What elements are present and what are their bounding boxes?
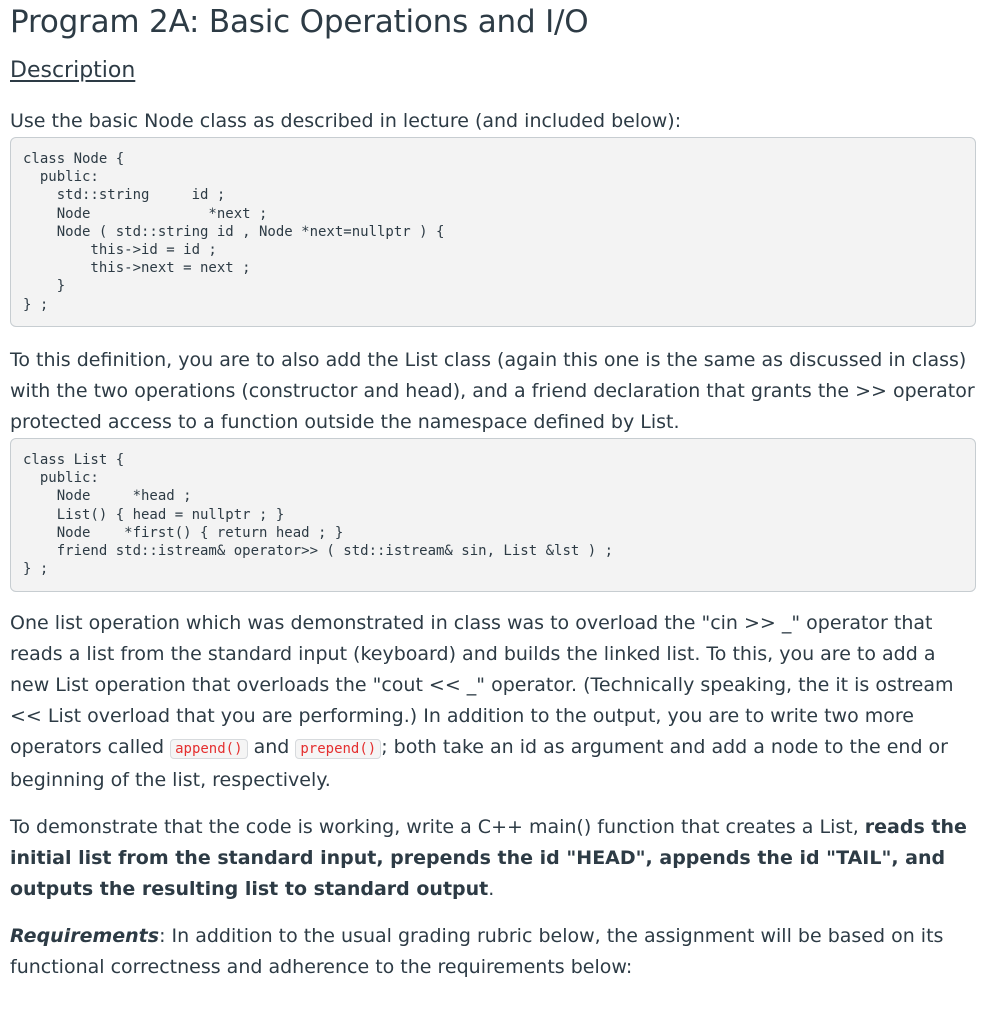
operation-text-and: and: [247, 736, 296, 758]
operation-text-before: One list operation which was demonstrated in class was to overload the "cin >> _" operator that reads a list from the standard input (keyboard) and builds the linked list. To this, you are to add a new List operation that overloads the "cout << _" operator. (Technically speaking, the it is ostream << List overload that you are performing.) In addition to the output, you are to write two more operators called: [10, 612, 954, 758]
requirements-text: : In addition to the usual grading rubric below, the assignment will be based on its functional correctness and adherence to the requirements below:: [10, 925, 944, 978]
intro-paragraph: Use the basic Node class as described in lecture (and included below):: [10, 110, 682, 132]
node-class-code-block: class Node { public: std::string id ; Node *next ; Node ( std::string id , Node *next=nullptr ) { this->id = id ; this->next = next ; } } ;: [10, 137, 976, 327]
demo-text-after: .: [488, 878, 495, 900]
demo-text-before: To demonstrate that the code is working, write a C++ main() function that creates a List,: [10, 816, 865, 838]
requirements-label: Requirements: [10, 925, 160, 947]
list-intro-paragraph: To this definition, you are to also add the List class (again this one is the same as discussed in class) with the two operations (constructor and head), and a friend declaration that grants the >> operator protected access to a function outside the namespace defined by List.: [10, 349, 975, 433]
page-title: Program 2A: Basic Operations and I/O: [10, 4, 589, 40]
demo-paragraph: [10, 812, 975, 905]
prepend-inline-code: prepend(): [295, 739, 381, 759]
requirements-paragraph: [10, 921, 975, 983]
operation-paragraph: [10, 608, 975, 796]
append-inline-code: append(): [170, 739, 247, 759]
description-heading: Description: [10, 58, 136, 83]
demo-text-bold: reads the initial list from the standard input, prepends the id "HEAD", appends the id "TAIL", and outputs the resulting list to standard output: [10, 816, 967, 900]
operation-text-after: ; both take an id as argument and add a node to the end or beginning of the list, respectively.: [10, 736, 948, 791]
list-class-code-block: class List { public: Node *head ; List() { head = nullptr ; } Node *first() { return head ; } friend std::istream& operator>> ( std::istream& sin, List &lst ) ; } ;: [10, 438, 976, 592]
